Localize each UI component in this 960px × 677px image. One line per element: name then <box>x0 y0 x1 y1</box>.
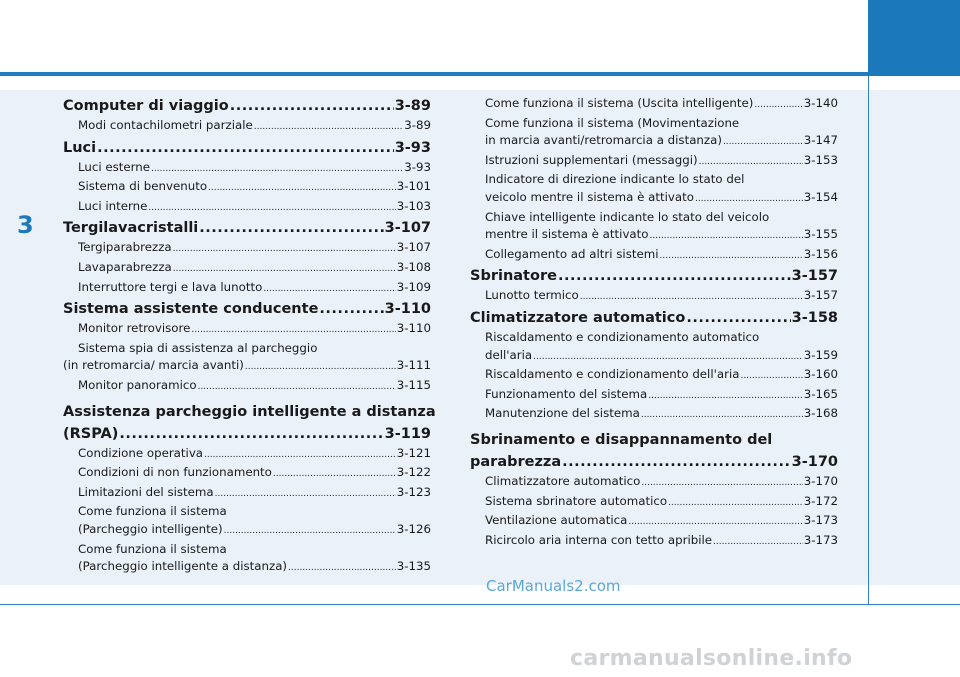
toc-section[interactable] <box>470 429 838 473</box>
section-title: Sistema assistente conducente <box>63 301 319 318</box>
dot-leader <box>641 407 803 425</box>
item-title: Monitor retrovisore <box>78 321 191 336</box>
toc-item[interactable] <box>63 377 431 397</box>
item-title-line: Sistema spia di assistenza al parcheggio <box>78 340 318 355</box>
page-number: 3-156 <box>803 246 838 261</box>
toc-section[interactable] <box>63 95 431 117</box>
item-title-line: Come funziona il sistema <box>78 504 227 519</box>
item-entry-row <box>470 152 838 172</box>
dot-leader <box>199 217 383 239</box>
page-number: 3-93 <box>394 139 431 156</box>
toc-item[interactable] <box>470 493 838 513</box>
toc-item[interactable] <box>470 171 838 208</box>
item-title-line: Riscaldamento e condizionamento automatico <box>485 329 760 344</box>
dot-leader <box>580 289 803 307</box>
dot-leader <box>173 261 396 279</box>
toc-item[interactable] <box>63 340 431 377</box>
toc-section[interactable] <box>63 137 431 159</box>
page-number: 3-165 <box>803 386 838 401</box>
toc-item[interactable] <box>63 239 431 259</box>
watermark-carmanualsonline[interactable]: carmanualsonline.info <box>570 646 853 671</box>
item-entry-row <box>63 279 431 299</box>
page-number: 3-158 <box>791 309 838 326</box>
toc-right-column <box>470 95 838 551</box>
section-entry-row <box>63 298 431 320</box>
toc-section[interactable] <box>470 265 838 287</box>
toc-item[interactable] <box>470 366 838 386</box>
dot-leader <box>668 495 803 513</box>
dot-leader <box>173 241 396 259</box>
item-title: Climatizzatore automatico <box>485 473 641 488</box>
item-title: Lavaparabrezza <box>78 259 172 274</box>
page-number: 3-110 <box>384 301 431 318</box>
item-title: (in retromarcia/ marcia avanti) <box>63 358 244 373</box>
page-number: 3-157 <box>791 268 838 285</box>
page-number: 3-135 <box>396 559 431 574</box>
section-entry-row <box>63 217 431 239</box>
item-entry-row <box>470 132 838 152</box>
page-number: 3-123 <box>396 484 431 499</box>
section-title: Computer di viaggio <box>63 98 229 114</box>
section-title-line: Sbrinamento e disappannamento del <box>470 431 773 448</box>
header-rule <box>0 72 868 76</box>
item-title: Funzionamento del sistema <box>485 386 648 401</box>
item-title: Condizioni di non funzionamento <box>78 465 272 480</box>
toc-section[interactable] <box>63 217 431 239</box>
item-title: in marcia avanti/retromarcia a distanza) <box>485 133 722 148</box>
dot-leader <box>660 248 803 266</box>
item-entry-row <box>63 377 431 397</box>
toc-item[interactable] <box>63 117 431 137</box>
section-title: parabrezza <box>470 453 562 470</box>
item-title: Manutenzione del sistema <box>485 406 640 421</box>
toc-item[interactable] <box>470 152 838 172</box>
page-number: 3-173 <box>803 532 838 547</box>
page-number: 3-154 <box>803 189 838 204</box>
dot-leader <box>713 534 803 552</box>
dot-leader <box>686 307 790 329</box>
dot-leader <box>699 154 803 172</box>
page-number: 3-170 <box>791 453 838 470</box>
item-title: Come funziona il sistema (Uscita intelligente) <box>485 96 754 110</box>
item-entry-row <box>63 178 431 198</box>
section-title: Sbrinatore <box>470 268 557 285</box>
page-number: 3-147 <box>803 133 838 148</box>
item-entry-row <box>470 226 838 246</box>
chapter-number: 3 <box>17 211 34 239</box>
dot-leader <box>562 451 790 473</box>
dot-leader <box>695 191 803 209</box>
toc-section[interactable] <box>63 401 436 445</box>
toc-item[interactable] <box>63 484 431 504</box>
page-number: 3-172 <box>803 493 838 508</box>
footer-rule <box>0 604 960 605</box>
item-title: veicolo mentre il sistema è attivato <box>485 189 694 204</box>
section-title: Luci <box>63 139 97 156</box>
section-entry-row <box>470 307 838 329</box>
item-title-line: Indicatore di direzione indicante lo stato del <box>485 172 745 187</box>
toc-item[interactable] <box>63 259 431 279</box>
page-number: 3-170 <box>803 473 838 488</box>
toc-item[interactable] <box>470 532 838 552</box>
toc-item[interactable] <box>470 473 838 493</box>
page-number: 3-107 <box>384 220 431 237</box>
toc-item[interactable] <box>63 445 431 465</box>
section-entry-row <box>63 95 431 117</box>
dot-leader <box>650 228 803 246</box>
item-entry-row <box>63 558 431 578</box>
item-entry-row <box>470 405 838 425</box>
toc-section[interactable] <box>63 298 431 320</box>
dot-leader <box>263 281 395 299</box>
item-title: Luci esterne <box>78 159 151 174</box>
page-number: 3-110 <box>396 321 431 336</box>
item-entry-row <box>470 473 838 493</box>
item-entry-row <box>470 287 838 307</box>
item-entry-row <box>63 464 431 484</box>
item-title: Sistema sbrinatore automatico <box>485 493 668 508</box>
page-number: 3-109 <box>396 279 431 294</box>
page-number: 3-119 <box>384 425 431 442</box>
page-number: 3-111 <box>396 358 431 373</box>
dot-leader <box>754 97 802 115</box>
dot-leader <box>558 265 791 287</box>
toc-item[interactable] <box>63 541 431 578</box>
item-title-line: Come funziona il sistema (Movimentazione <box>485 115 740 130</box>
page-number: 3-153 <box>803 152 838 167</box>
item-entry-row <box>470 386 838 406</box>
item-title: Limitazioni del sistema <box>78 484 214 499</box>
dot-leader <box>740 368 802 386</box>
item-title-line: Come funziona il sistema <box>78 541 227 556</box>
section-entry-row <box>470 451 838 473</box>
dot-leader <box>198 379 396 397</box>
margin-rule <box>868 76 869 604</box>
dot-leader <box>288 560 396 578</box>
item-entry-row <box>63 357 431 377</box>
item-title: Istruzioni supplementari (messaggi) <box>485 152 698 167</box>
dot-leader <box>148 200 395 218</box>
section-entry-row <box>470 265 838 287</box>
item-entry-row <box>63 320 431 340</box>
toc-item[interactable] <box>63 198 431 218</box>
item-title: Condizione operativa <box>78 445 204 460</box>
section-entry-row <box>63 423 431 445</box>
page-number: 3-101 <box>396 179 431 194</box>
item-title: Sistema di benvenuto <box>78 179 208 194</box>
page-number: 3-122 <box>396 465 431 480</box>
dot-leader <box>224 523 396 541</box>
dot-leader <box>191 322 395 340</box>
item-entry-row <box>470 189 838 209</box>
item-entry-row <box>63 484 431 504</box>
dot-leader <box>641 475 802 493</box>
page-number: 3-155 <box>803 227 838 242</box>
item-entry-row <box>63 159 431 179</box>
item-entry-row <box>470 493 838 513</box>
page-number: 3-121 <box>396 445 431 460</box>
dot-leader <box>533 349 803 367</box>
item-title: Ventilazione automatica <box>485 513 628 528</box>
toc-item[interactable] <box>470 246 838 266</box>
item-title-line: Chiave intelligente indicante lo stato del veicolo <box>485 209 770 224</box>
item-title: Luci interne <box>78 198 148 213</box>
item-entry-row <box>470 366 838 386</box>
item-title: Modi contachilometri parziale <box>78 118 253 132</box>
page-number: 3-103 <box>396 198 431 213</box>
dot-leader <box>648 388 802 406</box>
watermark-carmanuals2[interactable]: CarManuals2.com <box>486 577 621 595</box>
page-number: 3-140 <box>803 96 838 110</box>
page-number: 3-159 <box>803 347 838 362</box>
toc-item[interactable] <box>63 279 431 299</box>
item-title: dell'aria <box>485 347 533 362</box>
toc-section[interactable] <box>470 307 838 329</box>
dot-leader <box>97 137 394 159</box>
item-entry-row <box>470 95 838 115</box>
item-title: Lunotto termico <box>485 288 579 303</box>
toc-item[interactable] <box>63 178 431 198</box>
dot-leader <box>151 161 403 179</box>
toc-item[interactable] <box>470 209 838 246</box>
page-number: 3-107 <box>396 240 431 255</box>
dot-leader <box>273 466 396 484</box>
dot-leader <box>319 298 383 320</box>
item-title: Collegamento ad altri sistemi <box>485 246 659 261</box>
page-number: 3-157 <box>803 288 838 303</box>
item-entry-row <box>63 259 431 279</box>
section-title-line: Assistenza parcheggio intelligente a distanza <box>63 403 436 420</box>
item-title: Ricircolo aria interna con tetto apribile <box>485 532 713 547</box>
page-number: 3-115 <box>396 377 431 392</box>
toc-item[interactable] <box>470 329 838 366</box>
item-entry-row <box>470 347 838 367</box>
item-entry-row <box>470 246 838 266</box>
dot-leader <box>230 95 394 117</box>
dot-leader <box>215 486 396 504</box>
item-title: (Parcheggio intelligente a distanza) <box>78 559 288 574</box>
section-title: Tergilavacristalli <box>63 220 199 237</box>
dot-leader <box>245 359 396 377</box>
item-entry-row <box>63 445 431 465</box>
toc-item[interactable] <box>470 512 838 532</box>
section-title: (RSPA) <box>63 425 119 442</box>
item-title: Tergiparabrezza <box>78 240 172 255</box>
item-entry-row <box>63 198 431 218</box>
page-number: 3-89 <box>404 118 431 132</box>
toc-item[interactable] <box>63 320 431 340</box>
dot-leader <box>208 180 396 198</box>
toc-item[interactable] <box>470 287 838 307</box>
toc-item[interactable] <box>470 405 838 425</box>
page-number: 3-173 <box>803 513 838 528</box>
page-number: 3-160 <box>803 367 838 382</box>
item-title: Monitor panoramico <box>78 377 197 392</box>
section-title: Climatizzatore automatico <box>470 309 686 326</box>
item-entry-row <box>63 117 431 137</box>
page-number: 3-108 <box>396 259 431 274</box>
item-title: mentre il sistema è attivato <box>485 227 649 242</box>
toc-item[interactable] <box>470 115 838 152</box>
toc-item[interactable] <box>470 95 838 115</box>
item-title: (Parcheggio intelligente) <box>78 521 223 536</box>
dot-leader <box>204 447 396 465</box>
dot-leader <box>723 134 803 152</box>
item-entry-row <box>63 239 431 259</box>
dot-leader <box>628 514 802 532</box>
chapter-tab <box>868 0 960 76</box>
toc-item[interactable] <box>63 503 431 540</box>
item-entry-row <box>470 532 838 552</box>
toc-item[interactable] <box>470 386 838 406</box>
toc-item[interactable] <box>63 464 431 484</box>
toc-left-column <box>63 95 436 578</box>
item-title: Riscaldamento e condizionamento dell'aria <box>485 367 740 382</box>
item-entry-row <box>470 512 838 532</box>
item-entry-row <box>63 521 431 541</box>
toc-item[interactable] <box>63 159 431 179</box>
dot-leader <box>119 423 383 445</box>
section-entry-row <box>63 137 431 159</box>
dot-leader <box>254 119 403 137</box>
item-title: Interruttore tergi e lava lunotto <box>78 279 263 294</box>
page-number: 3-168 <box>803 406 838 421</box>
page-number: 3-93 <box>404 159 431 174</box>
page-number: 3-89 <box>394 98 431 114</box>
page-number: 3-126 <box>396 521 431 536</box>
